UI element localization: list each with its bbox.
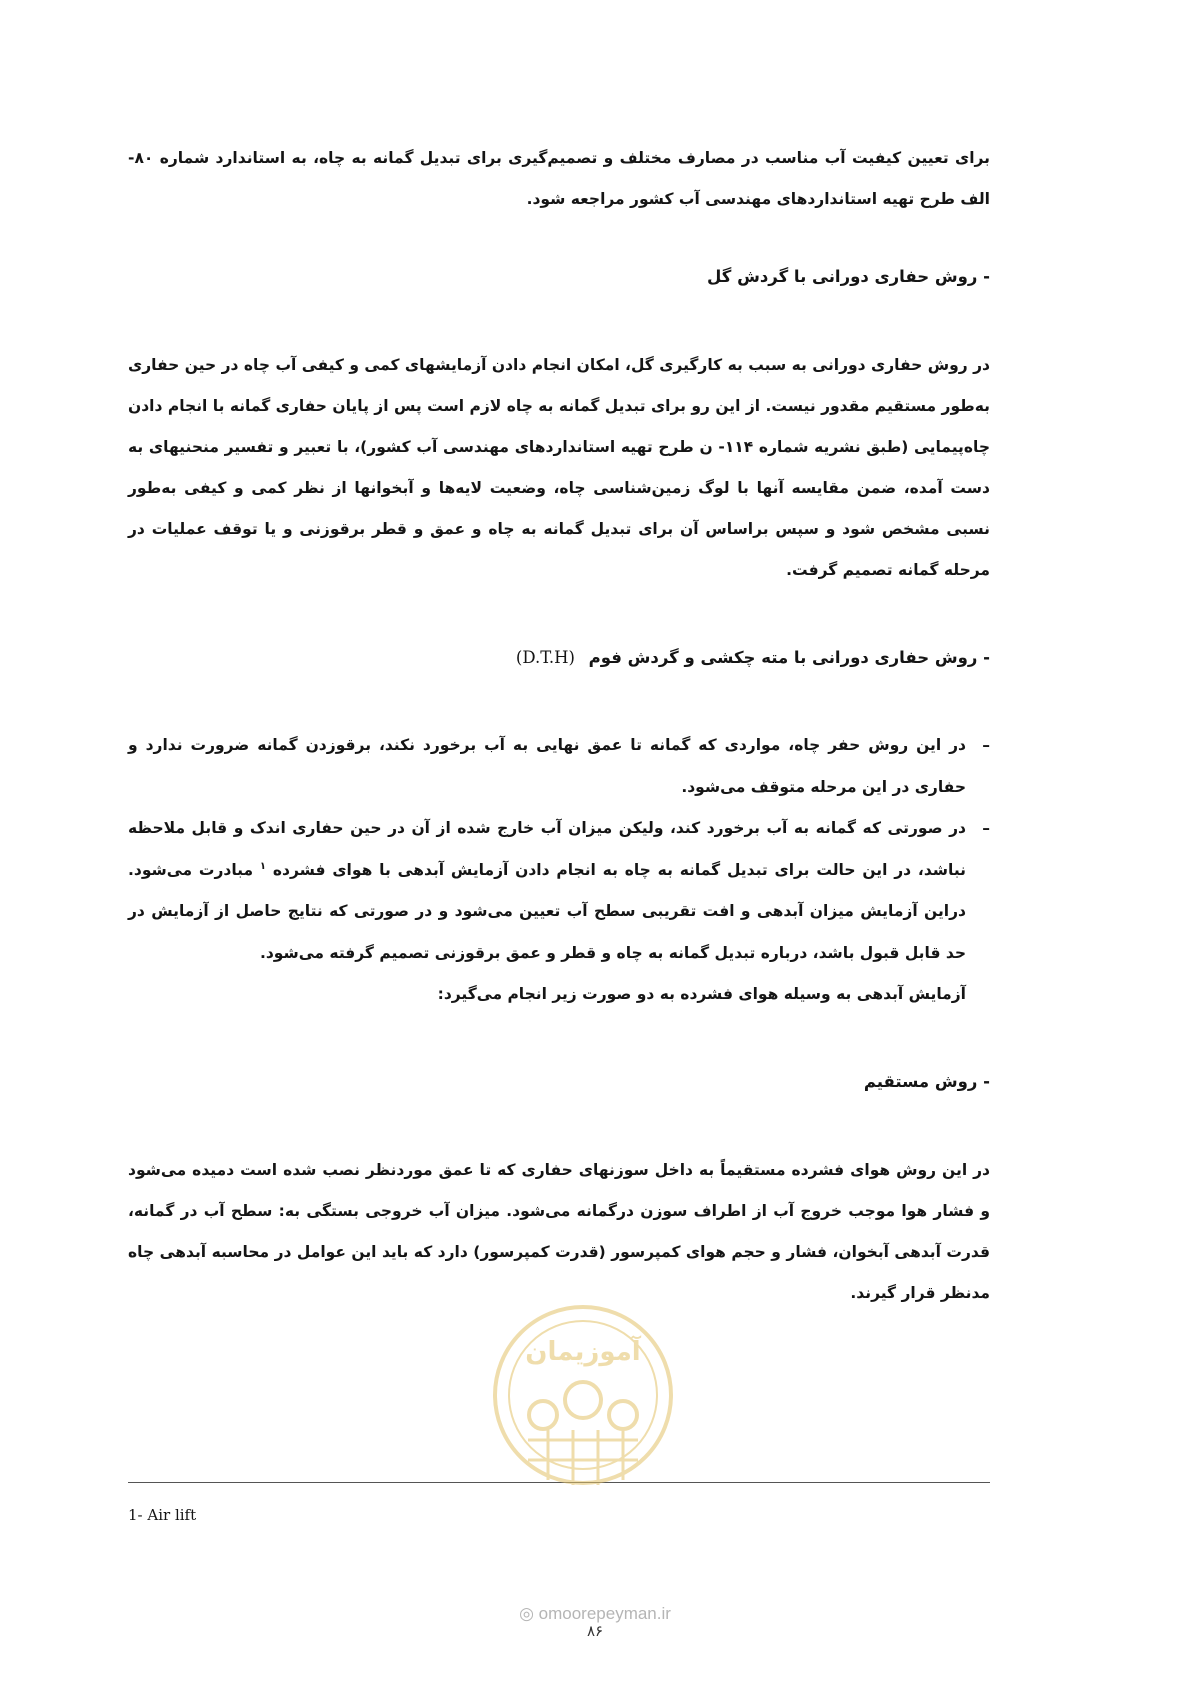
watermark-logo-text: آموزیمان	[525, 1337, 641, 1367]
section-heading-direct-method: - روش مستقیم	[863, 1072, 990, 1091]
bullet-dash-icon: –	[982, 736, 990, 754]
intro-paragraph: برای تعیین کیفیت آب مناسب در مصارف مختلف و تصمیم‌گیری برای تبدیل گمانه به چاه، به استاندارد شماره ۸۰- الف طرح تهیه استانداردهای مهندسی آب کشور مراجعه شود.	[128, 149, 990, 208]
footnote-reference: ۱	[259, 860, 267, 872]
watermark-globe-icon: ◎	[519, 1604, 534, 1623]
bullet-followup-text: آزمایش آبدهی به وسیله هوای فشرده به دو صورت زیر انجام می‌گیرد:	[437, 985, 966, 1003]
watermark-site-text: ◎ omoorepeyman.ir	[519, 1604, 671, 1623]
dth-abbreviation: (D.T.H)	[515, 648, 575, 667]
list-item	[128, 808, 990, 1016]
footnote-text: 1- Air lift	[128, 1506, 197, 1524]
mud-rotary-paragraph: در روش حفاری دورانی به سبب به کارگیری گل، امکان انجام دادن آزمایشهای کمی و کیفی آب چاه در حین حفاری به‌طور مستقیم مقدور نیست. از این رو برای تبدیل گمانه به چاه لازم است پس از پایان حفاری گمانه با انجام دادن چاه‌پیمایی (طبق نشریه شماره ۱۱۴- ن طرح تهیه استانداردهای مهندسی آب کشور)، با تعبیر و تفسیر منحنیهای به دست آمده، ضمن مقایسه آنها با لوگ زمین‌شناسی چاه، وضعیت لایه‌ها و آبخوانها از نظر کمی و کیفی به‌طور نسبی مشخص شود و سپس براساس آن برای تبدیل گمانه به چاه و عمق و قطر برقوزنی و یا توقف عملیات در مرحله گمانه تصمیم گرفت.	[128, 356, 990, 579]
bullet-dash-icon: –	[982, 819, 990, 837]
bullet-text-part2: مبادرت می‌شود. دراین آزمایش میزان آبدهی و افت تقریبی سطح آب تعیین می‌شود و در صورتی که نتایج حاصل از آزمایش در حد قابل قبول باشد، درباره تبدیل گمانه به چاه و قطر و عمق برقوزنی تصمیم گرفته می‌شود.	[128, 860, 966, 962]
watermark-logo-icon	[488, 1290, 678, 1510]
bullet-text-part1: در صورتی که گمانه به آب برخورد کند، ولیکن میزان آب خارج شده از آن در حین حفاری اندک و قابل ملاحظه نباشد، در این حالت برای تبدیل گمانه به چاه به انجام دادن آزمایش آبدهی با هوای فشرده	[128, 819, 966, 879]
dth-bullet-list	[128, 725, 990, 1016]
section-heading-dth	[516, 648, 990, 667]
bullet-text: در این روش حفر چاه، مواردی که گمانه تا عمق نهایی به آب برخورد نکند، برقوزدن گمانه ضرورت ندارد و حفاری در این مرحله متوقف می‌شود.	[128, 736, 966, 796]
list-item	[128, 725, 990, 808]
direct-method-paragraph: در این روش هوای فشرده مستقیماً به داخل سوزنهای حفاری که تا عمق موردنظر نصب شده است دمیده می‌شود و فشار هوا موجب خروج آب از اطراف سوزن درگمانه می‌شود. میزان آب خروجی بستگی به: سطح آب در گمانه، قدرت آبدهی آبخوان، فشار و حجم هوای کمپرسور (قدرت کمپرسور) دارد که باید این عوامل در محاسبه آبدهی چاه مدنظر قرار گیرند.	[128, 1161, 990, 1302]
section-heading-mud-rotary: - روش حفاری دورانی با گردش گل	[707, 267, 990, 286]
page-number: ۸۶	[586, 1622, 604, 1640]
section-heading-dth-text: - روش حفاری دورانی با مته چکشی و گردش فوم	[588, 648, 990, 667]
